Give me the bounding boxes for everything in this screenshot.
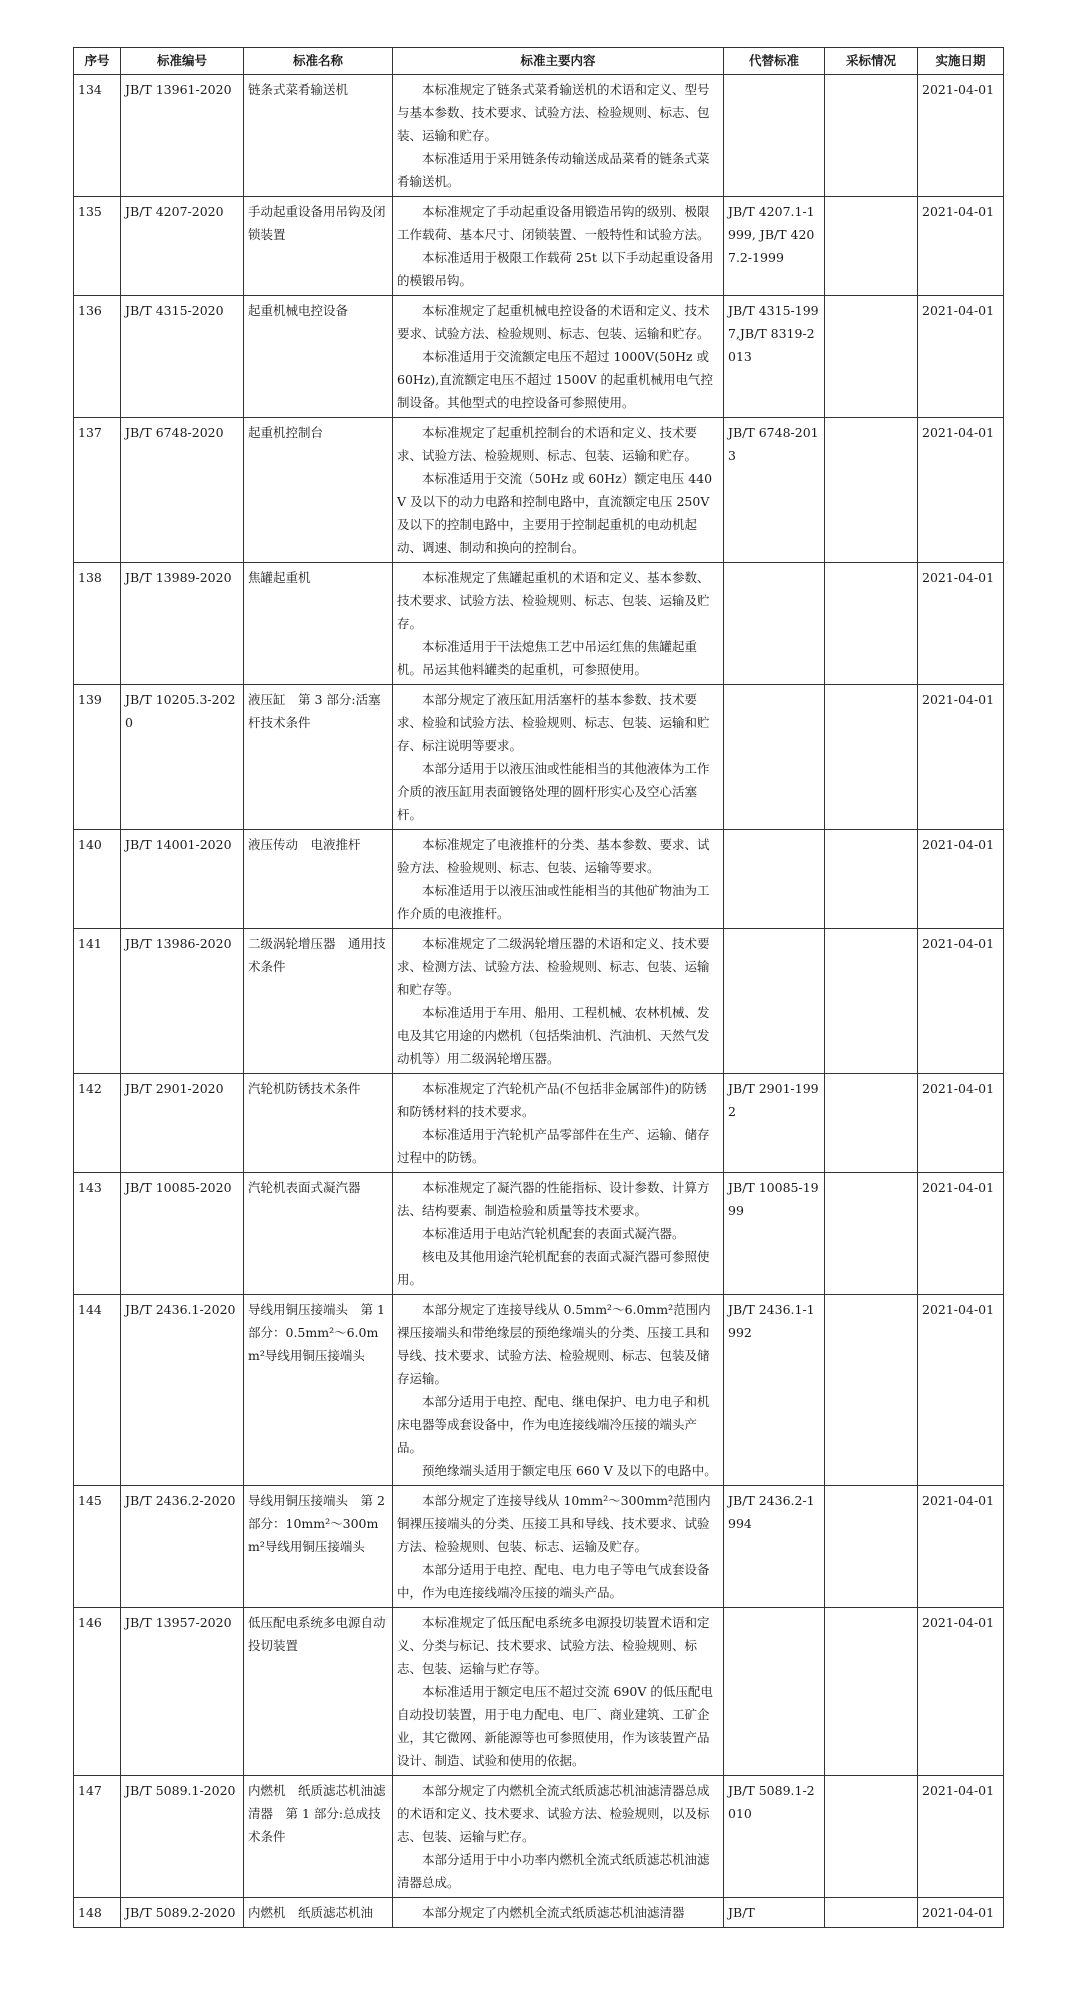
standard-name-cell: 液压传动 电液推杆: [244, 830, 393, 929]
replaced-standard-cell: JB/T 10085-1999: [724, 1173, 825, 1295]
adoption-cell: [825, 1486, 918, 1608]
table-row: [74, 929, 1004, 1074]
content-cell: [393, 929, 724, 1074]
adoption-cell: [825, 830, 918, 929]
content-cell: [393, 1608, 724, 1776]
date-cell: 2021-04-01: [918, 1074, 1004, 1173]
standard-code-cell: JB/T 2436.2-2020: [121, 1486, 244, 1608]
standard-name-cell: 起重机控制台: [244, 418, 393, 563]
content-paragraph: 本标准规定了低压配电系统多电源投切装置术语和定义、分类与标记、技术要求、试验方法、检验规则、标志、包装、运输与贮存等。: [397, 1615, 710, 1676]
replaced-standard-cell: [724, 685, 825, 830]
seq-cell: 145: [74, 1486, 121, 1608]
content-cell: [393, 563, 724, 685]
replaced-standard-cell: JB/T 5089.1-2010: [724, 1776, 825, 1898]
date-cell: 2021-04-01: [918, 418, 1004, 563]
replaced-standard-cell: JB/T 4315-1997,JB/T 8319-2013: [724, 296, 825, 418]
standard-code-cell: JB/T 6748-2020: [121, 418, 244, 563]
table-row: [74, 197, 1004, 296]
content-cell: [393, 1173, 724, 1295]
content-paragraph: 本标准规定了电液推杆的分类、基本参数、要求、试验方法、检验规则、标志、包装、运输等要求。: [397, 837, 710, 875]
standard-code-cell: JB/T 13986-2020: [121, 929, 244, 1074]
standard-code-cell: JB/T 2436.1-2020: [121, 1295, 244, 1486]
seq-cell: 139: [74, 685, 121, 830]
header-seq: 序号: [74, 48, 121, 75]
replaced-standard-cell: [724, 75, 825, 197]
seq-cell: 140: [74, 830, 121, 929]
content-cell: [393, 418, 724, 563]
adoption-cell: [825, 929, 918, 1074]
content-paragraph: 本部分规定了连接导线从 10mm²～300mm²范围内铜裸压接端头的分类、压接工具和导线、技术要求、试验方法、检验规则、包装、标志、运输及贮存。: [397, 1493, 711, 1554]
content-paragraph: 本部分规定了液压缸用活塞杆的基本参数、技术要求、检验和试验方法、检验规则、标志、包装、运输和贮存、标注说明等要求。: [397, 692, 710, 753]
seq-cell: 147: [74, 1776, 121, 1898]
table-row: [74, 1486, 1004, 1608]
standard-name-cell: 导线用铜压接端头 第 1 部分：0.5mm²～6.0mm²导线用铜压接端头: [244, 1295, 393, 1486]
adoption-cell: [825, 563, 918, 685]
standard-code-cell: JB/T 4315-2020: [121, 296, 244, 418]
seq-cell: 146: [74, 1608, 121, 1776]
content-paragraph: 本标准适用于采用链条传动输送成品菜肴的链条式菜肴输送机。: [397, 151, 710, 189]
table-row: [74, 296, 1004, 418]
content-paragraph: 本部分适用于以液压油或性能相当的其他液体为工作介质的液压缸用表面镀铬处理的圆杆形实心及空心活塞杆。: [397, 761, 710, 822]
seq-cell: 134: [74, 75, 121, 197]
header-name: 标准名称: [244, 48, 393, 75]
content-paragraph: 本标准规定了二级涡轮增压器的术语和定义、技术要求、检测方法、试验方法、检验规则、标志、包装、运输和贮存等。: [397, 936, 710, 997]
table-row: [74, 1173, 1004, 1295]
content-paragraph: 本标准规定了焦罐起重机的术语和定义、基本参数、技术要求、试验方法、检验规则、标志、包装、运输及贮存。: [397, 570, 710, 631]
standard-code-cell: JB/T 13989-2020: [121, 563, 244, 685]
adoption-cell: [825, 1295, 918, 1486]
header-code: 标准编号: [121, 48, 244, 75]
content-paragraph: 本部分适用于电控、配电、电力电子等电气成套设备中，作为电连接线端冷压接的端头产品。: [397, 1562, 710, 1600]
content-paragraph: 本标准规定了起重机控制台的术语和定义、技术要求、试验方法、检验规则、标志、包装、运输和贮存。: [397, 425, 698, 463]
seq-cell: 142: [74, 1074, 121, 1173]
seq-cell: 143: [74, 1173, 121, 1295]
content-paragraph: 本部分适用于电控、配电、继电保护、电力电子和机床电器等成套设备中，作为电连接线端冷压接的端头产品。: [397, 1394, 710, 1455]
date-cell: 2021-04-01: [918, 563, 1004, 685]
standard-code-cell: JB/T 14001-2020: [121, 830, 244, 929]
date-cell: 2021-04-01: [918, 197, 1004, 296]
content-cell: [393, 1898, 724, 1928]
seq-cell: 144: [74, 1295, 121, 1486]
content-paragraph: 本部分规定了内燃机全流式纸质滤芯机油滤清器: [422, 1905, 685, 1920]
content-cell: [393, 830, 724, 929]
seq-cell: 137: [74, 418, 121, 563]
standard-name-cell: 内燃机 纸质滤芯机油滤清器 第 1 部分:总成技术条件: [244, 1776, 393, 1898]
table-row: [74, 563, 1004, 685]
date-cell: 2021-04-01: [918, 685, 1004, 830]
content-cell: [393, 1776, 724, 1898]
adoption-cell: [825, 1776, 918, 1898]
content-cell: [393, 1074, 724, 1173]
content-cell: [393, 685, 724, 830]
date-cell: 2021-04-01: [918, 1776, 1004, 1898]
date-cell: 2021-04-01: [918, 75, 1004, 197]
table-row: [74, 1776, 1004, 1898]
replaced-standard-cell: [724, 1608, 825, 1776]
seq-cell: 136: [74, 296, 121, 418]
standard-name-cell: 内燃机 纸质滤芯机油: [244, 1898, 393, 1928]
standard-code-cell: JB/T 10085-2020: [121, 1173, 244, 1295]
standard-code-cell: JB/T 5089.2-2020: [121, 1898, 244, 1928]
replaced-standard-cell: JB/T 4207.1-1999, JB/T 4207.2-1999: [724, 197, 825, 296]
date-cell: 2021-04-01: [918, 1173, 1004, 1295]
replaced-standard-cell: [724, 929, 825, 1074]
content-cell: [393, 296, 724, 418]
replaced-standard-cell: JB/T 2901-1992: [724, 1074, 825, 1173]
date-cell: 2021-04-01: [918, 830, 1004, 929]
standard-name-cell: 低压配电系统多电源自动投切装置: [244, 1608, 393, 1776]
seq-cell: 148: [74, 1898, 121, 1928]
standard-code-cell: JB/T 5089.1-2020: [121, 1776, 244, 1898]
standard-name-cell: 焦罐起重机: [244, 563, 393, 685]
content-paragraph: 核电及其他用途汽轮机配套的表面式凝汽器可参照使用。: [397, 1249, 710, 1287]
content-cell: [393, 1486, 724, 1608]
adoption-cell: [825, 1173, 918, 1295]
content-paragraph: 本标准规定了手动起重设备用锻造吊钩的级别、极限工作载荷、基本尺寸、闭锁装置、一般特性和试验方法。: [397, 204, 710, 242]
date-cell: 2021-04-01: [918, 1898, 1004, 1928]
table-row: [74, 1295, 1004, 1486]
adoption-cell: [825, 197, 918, 296]
table-row: [74, 418, 1004, 563]
adoption-cell: [825, 685, 918, 830]
adoption-cell: [825, 418, 918, 563]
content-paragraph: 本标准规定了起重机械电控设备的术语和定义、技术要求、试验方法、检验规则、标志、包装、运输和贮存。: [397, 303, 710, 341]
content-paragraph: 本标准规定了汽轮机产品(不包括非金属部件)的防锈和防锈材料的技术要求。: [397, 1081, 707, 1119]
table-row: [74, 1898, 1004, 1928]
replaced-standard-cell: [724, 563, 825, 685]
seq-cell: 141: [74, 929, 121, 1074]
standard-name-cell: 汽轮机表面式凝汽器: [244, 1173, 393, 1295]
content-paragraph: 预绝缘端头适用于额定电压 660 V 及以下的电路中。: [422, 1463, 717, 1478]
content-paragraph: 本标准适用于极限工作载荷 25t 以下手动起重设备用的模锻吊钩。: [397, 250, 714, 288]
header-replaced: 代替标准: [724, 48, 825, 75]
date-cell: 2021-04-01: [918, 1486, 1004, 1608]
standard-name-cell: 液压缸 第 3 部分:活塞杆技术条件: [244, 685, 393, 830]
content-cell: [393, 197, 724, 296]
standard-name-cell: 导线用铜压接端头 第 2 部分：10mm²～300mm²导线用铜压接端头: [244, 1486, 393, 1608]
standard-name-cell: 汽轮机防锈技术条件: [244, 1074, 393, 1173]
standard-code-cell: JB/T 13961-2020: [121, 75, 244, 197]
content-paragraph: 本标准规定了凝汽器的性能指标、设计参数、计算方法、结构要素、制造检验和质量等技术要求。: [397, 1180, 710, 1218]
header-date: 实施日期: [918, 48, 1004, 75]
table-row: [74, 1074, 1004, 1173]
content-paragraph: 本部分规定了连接导线从 0.5mm²～6.0mm²范围内裸压接端头和带绝缘层的预绝缘端头的分类、压接工具和导线、技术要求、试验方法、检验规则、标志、包装及储存运输。: [397, 1302, 711, 1386]
standard-code-cell: JB/T 4207-2020: [121, 197, 244, 296]
content-paragraph: 本标准适用于交流（50Hz 或 60Hz）额定电压 440V 及以下的动力电路和控制电路中，直流额定电压 250V 及以下的控制电路中，主要用于控制起重机的电动机起动、调速、制动和换向的控制台。: [397, 471, 713, 555]
content-paragraph: 本标准规定了链条式菜肴输送机的术语和定义、型号与基本参数、技术要求、试验方法、检验规则、标志、包装、运输和贮存。: [397, 82, 710, 143]
content-paragraph: 本标准适用于车用、船用、工程机械、农林机械、发电及其它用途的内燃机（包括柴油机、汽油机、天然气发动机等）用二级涡轮增压器。: [397, 1005, 710, 1066]
date-cell: 2021-04-01: [918, 929, 1004, 1074]
header-content: 标准主要内容: [393, 48, 724, 75]
date-cell: 2021-04-01: [918, 1608, 1004, 1776]
seq-cell: 138: [74, 563, 121, 685]
replaced-standard-cell: JB/T 2436.1-1992: [724, 1295, 825, 1486]
table-row: [74, 75, 1004, 197]
adoption-cell: [825, 1608, 918, 1776]
standards-document: [73, 47, 1003, 1928]
table-row: [74, 830, 1004, 929]
header-adopted: 采标情况: [825, 48, 918, 75]
adoption-cell: [825, 1898, 918, 1928]
standard-name-cell: 起重机械电控设备: [244, 296, 393, 418]
content-paragraph: 本标准适用于以液压油或性能相当的其他矿物油为工作介质的电液推杆。: [397, 883, 710, 921]
standard-code-cell: JB/T 13957-2020: [121, 1608, 244, 1776]
seq-cell: 135: [74, 197, 121, 296]
standard-code-cell: JB/T 2901-2020: [121, 1074, 244, 1173]
content-cell: [393, 1295, 724, 1486]
replaced-standard-cell: [724, 830, 825, 929]
content-cell: [393, 75, 724, 197]
standard-name-cell: 二级涡轮增压器 通用技术条件: [244, 929, 393, 1074]
table-row: [74, 685, 1004, 830]
content-paragraph: 本部分适用于中小功率内燃机全流式纸质滤芯机油滤清器总成。: [397, 1852, 710, 1890]
standard-name-cell: 链条式菜肴输送机: [244, 75, 393, 197]
content-paragraph: 本标准适用于干法熄焦工艺中吊运红焦的焦罐起重机。吊运其他料罐类的起重机，可参照使用。: [397, 639, 698, 677]
adoption-cell: [825, 296, 918, 418]
content-paragraph: 本标准适用于汽轮机产品零部件在生产、运输、储存过程中的防锈。: [397, 1127, 710, 1165]
content-paragraph: 本部分规定了内燃机全流式纸质滤芯机油滤清器总成的术语和定义、技术要求、试验方法、检验规则，以及标志、包装、运输与贮存。: [397, 1783, 710, 1844]
standards-table: [73, 47, 1004, 1928]
replaced-standard-cell: JB/T 6748-2013: [724, 418, 825, 563]
header-row: [74, 48, 1004, 75]
adoption-cell: [825, 1074, 918, 1173]
replaced-standard-cell: JB/T: [724, 1898, 825, 1928]
content-paragraph: 本标准适用于额定电压不超过交流 690V 的低压配电自动投切装置，用于电力配电、电厂、商业建筑、工矿企业，其它微网、新能源等也可参照使用，作为该装置产品设计、制造、试验和使用的依据。: [397, 1684, 713, 1768]
standard-code-cell: JB/T 10205.3-2020: [121, 685, 244, 830]
replaced-standard-cell: JB/T 2436.2-1994: [724, 1486, 825, 1608]
date-cell: 2021-04-01: [918, 296, 1004, 418]
content-paragraph: 本标准适用于交流额定电压不超过 1000V(50Hz 或 60Hz),直流额定电压不超过 1500V 的起重机械用电气控制设备。其他型式的电控设备可参照使用。: [397, 349, 714, 410]
table-row: [74, 1608, 1004, 1776]
standard-name-cell: 手动起重设备用吊钩及闭锁装置: [244, 197, 393, 296]
adoption-cell: [825, 75, 918, 197]
content-paragraph: 本标准适用于电站汽轮机配套的表面式凝汽器。: [422, 1226, 685, 1241]
date-cell: 2021-04-01: [918, 1295, 1004, 1486]
